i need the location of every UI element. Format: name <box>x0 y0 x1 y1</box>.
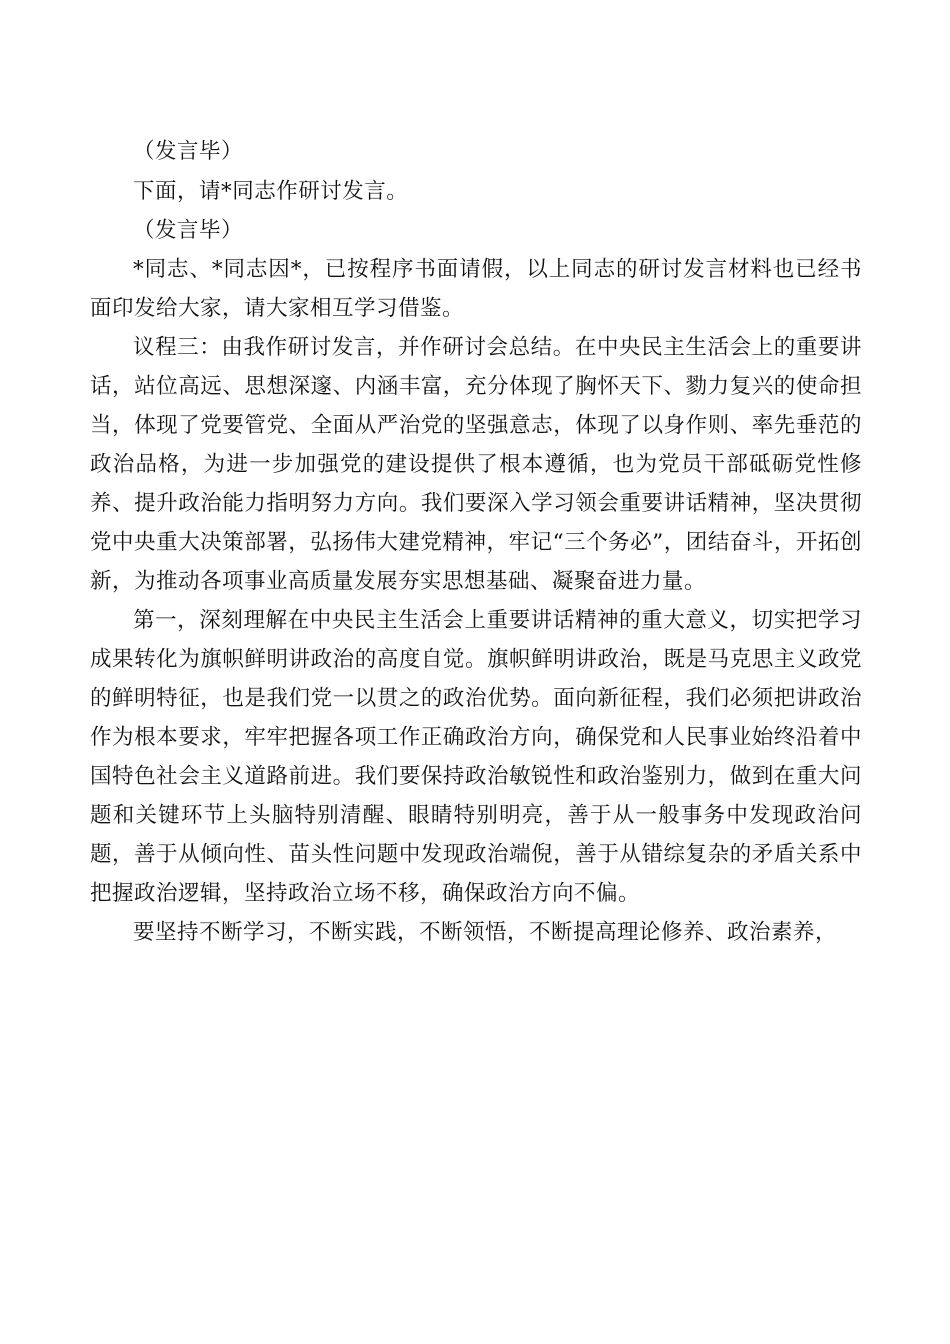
paragraph-speech-end-1: （发言毕） <box>133 139 244 164</box>
paragraph-point-one: 第一，深刻理解在中央民主生活会上重要讲话精神的重大意义，切实把学习成果转化为旗帜鲜明讲政治的高度自觉。旗帜鲜明讲政治，既是马克思主义政党的鲜明特征，也是我们党一以贯之的政治优势。面向新征程，我们必须把讲政治作为根本要求，牢牢把握各项工作正确政治方向，确保党和人民事业始终沿着中国特色社会主义道路前进。我们要保持政治敏锐性和政治鉴别力，做到在重大问题和关键环节上头脑特别清醒、眼睛特别明亮，善于从一般事务中发现政治问题，善于从倾向性、苗头性问题中发现政治端倪，善于从错综复杂的矛盾关系中把握政治逻辑，坚持政治立场不移，确保政治方向不偏。 <box>90 608 862 906</box>
paragraph-continue-learning: 要坚持不断学习，不断实践，不断领悟，不断提高理论修养、政治素养， <box>133 920 838 945</box>
paragraph-agenda-three: 议程三：由我作研讨发言，并作研讨会总结。在中央民主生活会上的重要讲话，站位高远、思想深邃、内涵丰富，充分体现了胸怀天下、勠力复兴的使命担当，体现了党要管党、全面从严治党的坚强意志，体现了以身作则、率先垂范的政治品格，为进一步加强党的建设提供了根本遵循，也为党员干部砥砺党性修养、提升政治能力指明努力方向。我们要深入学习领会重要讲话精神，坚决贯彻党中央重大决策部署，弘扬伟大建党精神，牢记“三个务必”，团结奋斗，开拓创新，为推动各项事业高质量发展夯实思想基础、凝聚奋进力量。 <box>90 335 862 594</box>
paragraph-leave-notice: *同志、*同志因*，已按程序书面请假，以上同志的研讨发言材料也已经书面印发给大家，请大家相互学习借鉴。 <box>90 257 862 321</box>
paragraph-invite-speaker: 下面，请*同志作研讨发言。 <box>133 179 409 204</box>
paragraph-speech-end-2: （发言毕） <box>133 218 244 243</box>
document-body <box>90 132 862 952</box>
